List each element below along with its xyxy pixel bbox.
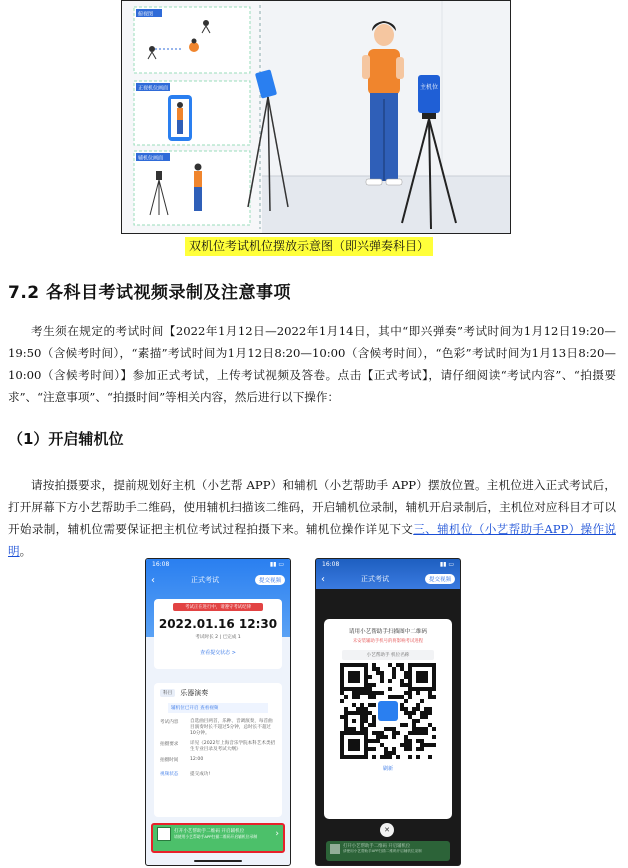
submit-status-link[interactable]: 查看提交状态 > bbox=[200, 650, 236, 656]
open-qr-label: 打开小艺帮助手二维码 开启辅机位 bbox=[343, 844, 411, 849]
main-camera-label: 主机位 bbox=[419, 84, 439, 91]
battery-icon: ▮▮ ▭ bbox=[269, 561, 284, 568]
info-row bbox=[160, 741, 276, 753]
aux-status-tab[interactable]: 辅机位已开启 查看视频 bbox=[168, 703, 268, 713]
qr-modal bbox=[324, 619, 452, 819]
info-row bbox=[160, 757, 276, 763]
home-indicator bbox=[194, 860, 242, 862]
thumb-label-3: 辅机位画面 bbox=[138, 155, 164, 162]
exam-meta: 考试时长 2 | 已完成 1 bbox=[195, 635, 241, 640]
upload-row bbox=[160, 771, 276, 777]
status-time: 16:08 bbox=[322, 561, 340, 568]
info-key: 拍摄要求 bbox=[160, 742, 179, 747]
status-time: 16:08 bbox=[152, 561, 170, 568]
open-qr-button[interactable] bbox=[326, 841, 450, 861]
info-key: 拍摄时间 bbox=[160, 758, 179, 763]
info-key: 考试内容 bbox=[160, 720, 179, 725]
exam-time-card bbox=[154, 599, 282, 669]
info-value: 详见《2022年上海音乐学院本科艺术类招生专业目录及考试大纲》 bbox=[190, 741, 276, 752]
open-qr-hint: 请使用小艺帮助手APP扫描二维码开启辅机位录制 bbox=[174, 834, 258, 839]
thumb-label-2: 正视机位画面 bbox=[138, 85, 169, 92]
exam-datetime: 2022.01.16 12:30 bbox=[158, 617, 278, 631]
open-qr-button[interactable] bbox=[151, 823, 285, 853]
phone-screenshot-exam bbox=[145, 558, 291, 866]
battery-icon: ▮▮ ▭ bbox=[439, 561, 454, 568]
chevron-right-icon: › bbox=[275, 829, 279, 839]
aux-camera-paragraph bbox=[8, 474, 616, 562]
sub-heading: （1）开启辅机位 bbox=[8, 430, 124, 448]
status-bar bbox=[146, 559, 290, 571]
open-qr-label: 打开小艺帮助手二维码 开启辅机位 bbox=[174, 829, 245, 834]
refresh-link[interactable]: 刷新 bbox=[382, 766, 393, 772]
paragraph-end: 。 bbox=[19, 544, 32, 558]
upload-key: 视频状态 bbox=[160, 772, 179, 777]
aux-app-guide-link[interactable]: 三、辅机位（小艺帮助手APP）操作说明 bbox=[8, 522, 616, 558]
qr-header-bg bbox=[316, 559, 460, 589]
open-qr-hint: 请使用小艺帮助手APP扫描二维码开启辅机位录制 bbox=[343, 849, 422, 853]
back-icon[interactable]: ‹ bbox=[321, 573, 325, 585]
app-logo-icon bbox=[378, 701, 398, 721]
info-value: 12:00 bbox=[190, 757, 204, 762]
camera-placement-figure bbox=[121, 0, 511, 234]
back-icon[interactable]: ‹ bbox=[151, 574, 155, 586]
thumb-label-1: 俯视图 bbox=[138, 11, 154, 18]
info-value: 自选曲目两首，乐种、音调演奏，每首曲目演奏时长不超过5分钟，总时长不超过10分钟。 bbox=[190, 719, 273, 736]
main-camera-phone bbox=[418, 75, 440, 113]
camera-placement-illustration bbox=[122, 1, 510, 233]
exam-progress-tag: 考试正在进行中，请遵守考试纪律 bbox=[173, 603, 263, 611]
qr-subtitle: 未安装辅助手机号的将影响考试进程 bbox=[352, 639, 424, 644]
subject-tag: 科目 bbox=[160, 689, 175, 697]
figure-caption: 双机位考试机位摆放示意图（即兴弹奏科目） bbox=[185, 237, 433, 256]
phone-screenshot-qr bbox=[315, 558, 461, 866]
qr-field: 小艺帮助手 机位名称 bbox=[342, 650, 434, 660]
nav-title: 正式考试 bbox=[190, 576, 219, 584]
qr-title: 请用小艺帮助手扫描图中二维码 bbox=[348, 629, 428, 635]
submit-video-button[interactable]: 提交视频 bbox=[425, 574, 455, 584]
qr-icon bbox=[330, 844, 340, 854]
qr-icon bbox=[157, 827, 171, 841]
upload-value: 提交成功! bbox=[190, 772, 211, 777]
nav-title: 正式考试 bbox=[360, 575, 389, 583]
qr-code bbox=[340, 663, 436, 759]
instructions-paragraph: 考生须在规定的考试时间【2022年1月12日—2022年1月14日，其中“即兴弹奏”考试时间为1月12日19:20—19:50（含候考时间），“素描”考试时间为1月12日8:20—10:00（含候考时间），“色彩”考试时间为1月13日8:20—10:00（含候考时间）】参加正式考试，上传考试视频及答卷。点击【正式考试】，请仔细阅读“考试内容”、“拍摄要求”、“注意事项”、“拍摄时间”等相关内容，然后进行以下操作： bbox=[8, 324, 616, 404]
subject-name: 乐器演奏 bbox=[180, 689, 209, 697]
info-row bbox=[160, 719, 276, 737]
close-icon[interactable]: ✕ bbox=[380, 823, 394, 837]
section-heading: 7.2 各科目考试视频录制及注意事项 bbox=[8, 283, 292, 303]
submit-video-button[interactable]: 提交视频 bbox=[255, 575, 285, 585]
nav-bar bbox=[146, 571, 290, 589]
status-bar bbox=[316, 559, 460, 571]
nav-bar bbox=[316, 571, 460, 587]
subject-card bbox=[154, 683, 282, 817]
paragraph-text: 请按拍摄要求，提前规划好主机（小艺帮 APP）和辅机（小艺帮助手 APP）摆放位置。主机位进入正式考试后，打开屏幕下方小艺帮助手二维码，使用辅机扫描该二维码，开启辅机位录制，辅机开启录制后，主机位对应科目才可以开始录制，辅机位需要保证把主机位考试过程拍摄下来。辅机位操作详见下文 bbox=[8, 478, 616, 536]
